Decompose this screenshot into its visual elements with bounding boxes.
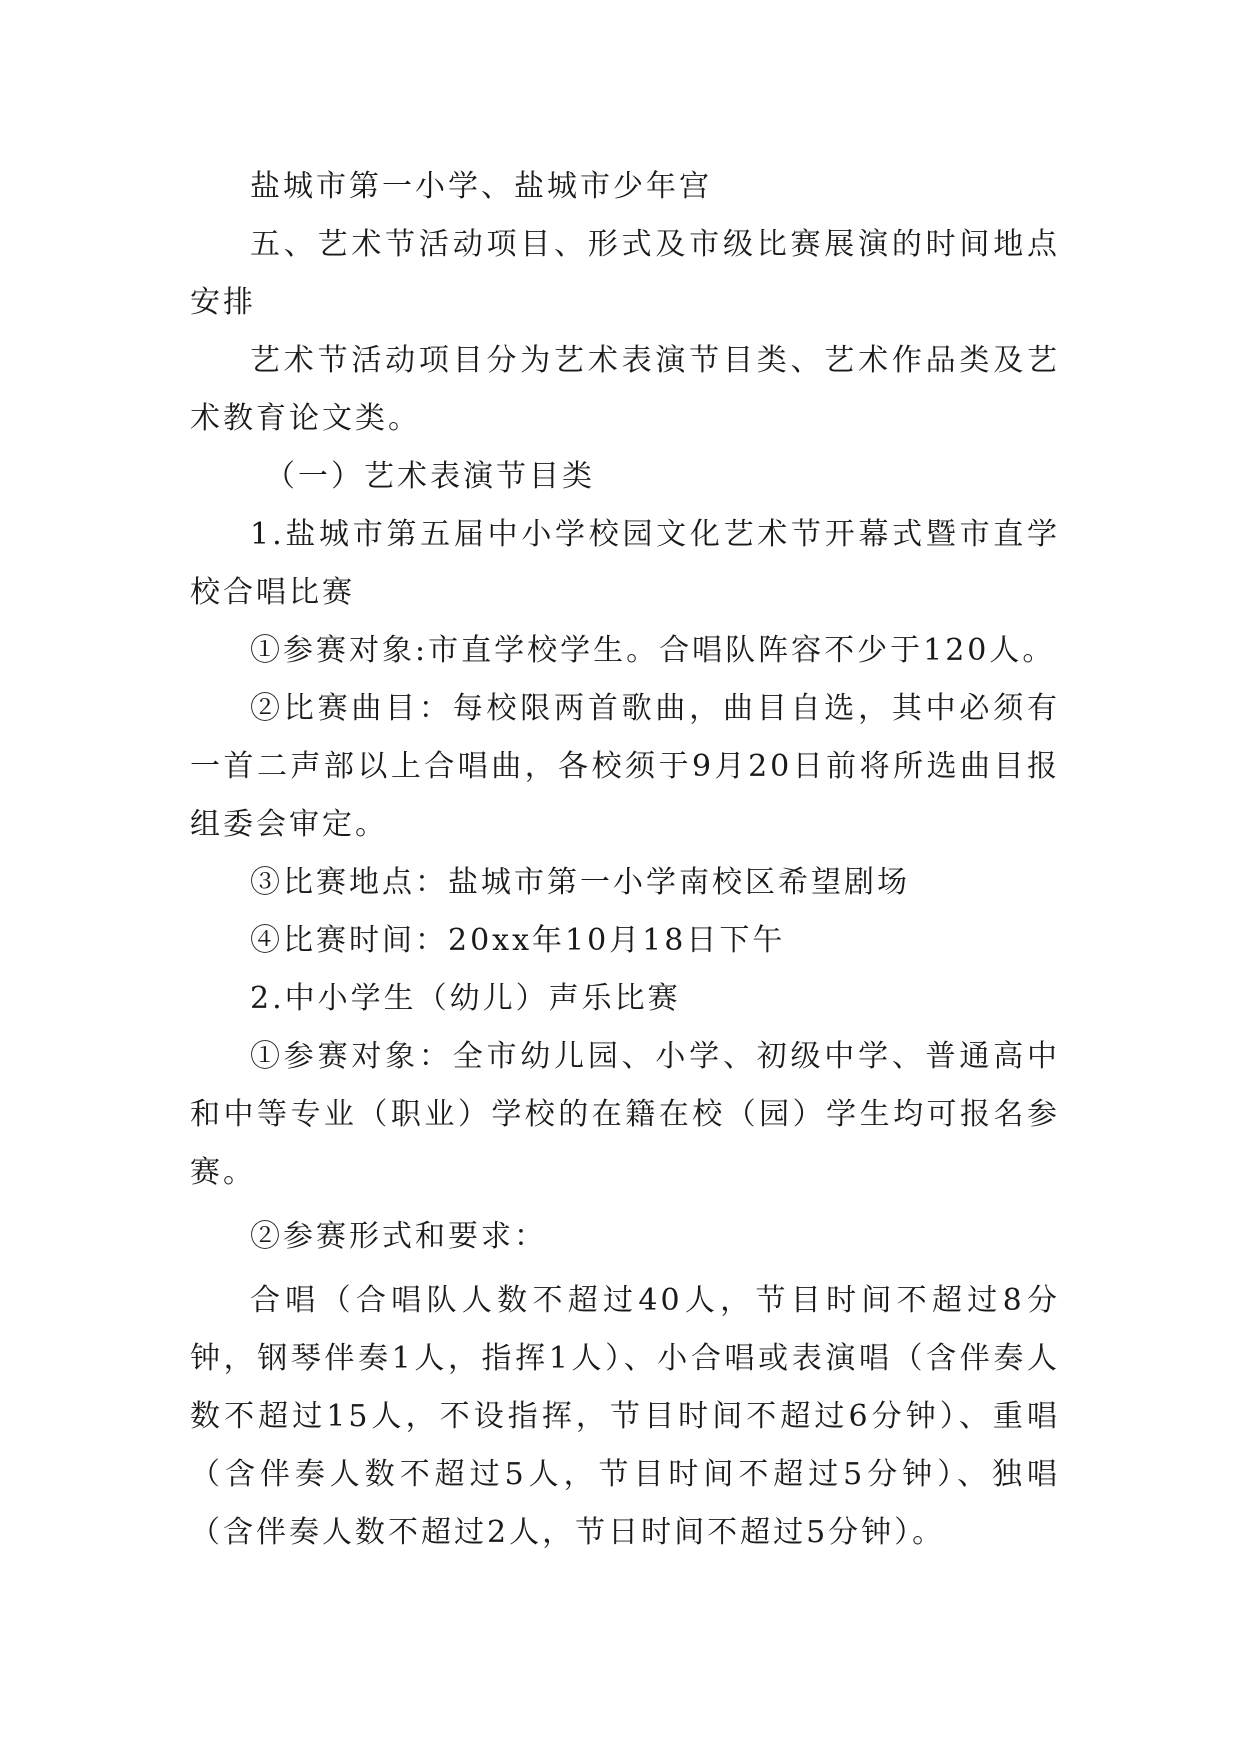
section-heading-five: 五、艺术节活动项目、形式及市级比赛展演的时间地点安排	[190, 227, 1060, 320]
paragraph-venue: ③比赛地点：盐城市第一小学南校区希望剧场	[250, 865, 910, 900]
paragraph-format-requirements: ②参赛形式和要求：	[250, 1219, 547, 1254]
paragraph-format-details: 合唱（合唱队人数不超过40人，节目时间不超过8分钟，钢琴伴奏1人，指挥1人）、小合唱或表演唱（含伴奏人数不超过15人，不设指挥，节目时间不超过6分钟）、重唱（含伴奏人数不超过5人，节目时间不超过5分钟）、独唱（含伴奏人数不超过2人，节日时间不超过5分钟）。	[190, 1283, 1060, 1550]
paragraph-activity-categories: 艺术节活动项目分为艺术表演节目类、艺术作品类及艺术教育论文类。	[190, 343, 1060, 436]
paragraph-participants: ①参赛对象:市直学校学生。合唱队阵容不少于120人。	[250, 633, 1056, 668]
item-heading-choir-contest: 1.盐城市第五届中小学校园文化艺术节开幕式暨市直学校合唱比赛	[190, 517, 1060, 610]
paragraph-time: ④比赛时间：20xx年10月18日下午	[250, 923, 786, 958]
item-heading-vocal-contest: 2.中小学生（幼儿）声乐比赛	[250, 981, 681, 1016]
subsection-heading-performance: （一）艺术表演节目类	[265, 459, 595, 494]
paragraph-vocal-participants: ①参赛对象：全市幼儿园、小学、初级中学、普通高中和中等专业（职业）学校的在籍在校（园）学生均可报名参赛。	[190, 1039, 1060, 1190]
paragraph-repertoire: ②比赛曲目：每校限两首歌曲，曲目自选，其中必须有一首二声部以上合唱曲，各校须于9月20日前将所选曲目报组委会审定。	[190, 691, 1060, 842]
paragraph-organizer: 盐城市第一小学、盐城市少年宫	[250, 169, 712, 204]
document-body	[190, 158, 1060, 1562]
